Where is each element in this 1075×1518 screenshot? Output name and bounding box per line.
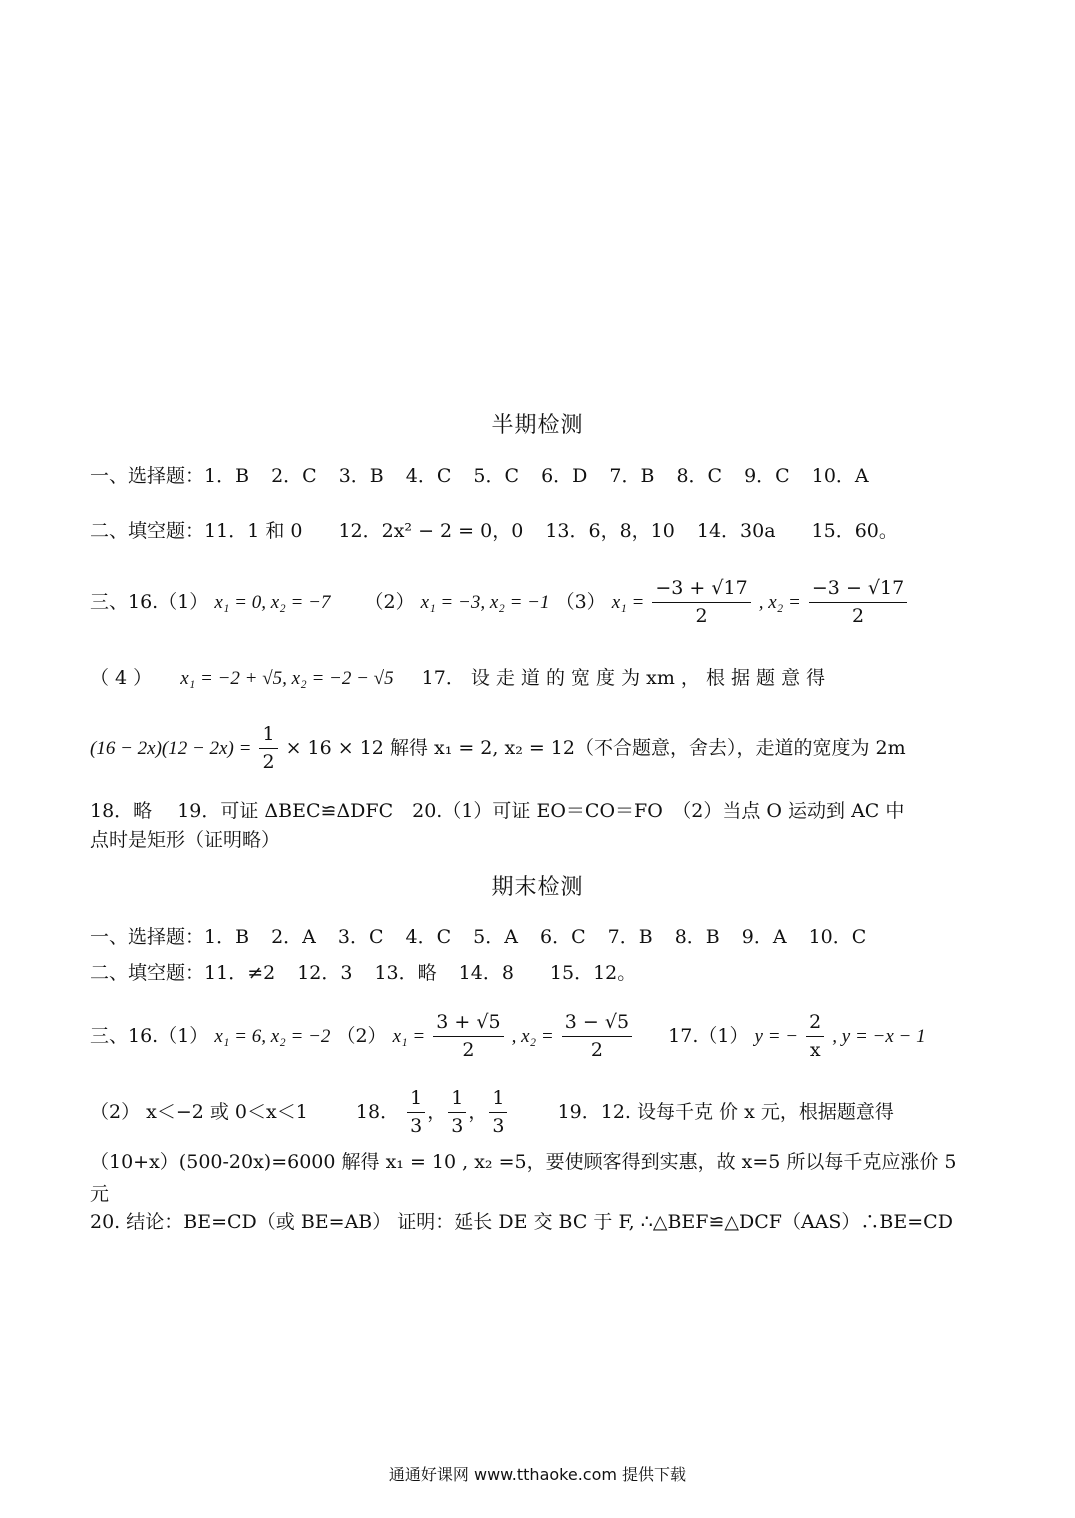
answer-item: 10．C xyxy=(808,926,867,948)
q16-label: 三、16.（1） xyxy=(90,1025,209,1047)
answer-item: 15．60。 xyxy=(811,520,898,542)
answer-item: 7．B xyxy=(607,926,653,948)
q16-part2-label: （2） xyxy=(336,1025,387,1047)
answer-item: 12．2x² − 2 = 0，0 xyxy=(338,520,524,542)
q16-part2-label: （2） xyxy=(364,591,415,613)
midterm-title: 半期检测 xyxy=(491,413,584,438)
q17-eq-left: (16 − 2x)(12 − 2x) = xyxy=(90,738,252,759)
answer-item: 9．C xyxy=(744,465,790,487)
q17-y1: y = − xyxy=(754,1026,799,1047)
fraction: $\frac{-3 - √17}{2}$ xyxy=(809,577,907,629)
answer-item: 15．12。 xyxy=(549,962,637,984)
answer-item: 4．C xyxy=(405,926,452,948)
answer-item: 5．C xyxy=(473,465,520,487)
answer-item: 14．30a xyxy=(696,520,776,542)
midterm-q16-4-line xyxy=(90,664,990,693)
q16-part1: x₁ = 0, x₂ = −7 xyxy=(214,592,331,613)
midterm-mc-label: 一、选择题： xyxy=(90,465,205,487)
answer-item: 6．D xyxy=(541,465,588,487)
answer-item: 6．C xyxy=(539,926,586,948)
final-q20: 20. 结论：BE=CD（或 BE=AB） 证明：延长 DE 交 BC 于 F, ∴△BEF≌△DCF（AAS）∴BE=CD xyxy=(90,1211,953,1233)
final-fill-label: 二、填空题： xyxy=(90,962,205,984)
final-title: 期末检测 xyxy=(491,875,584,900)
answer-item: 1．B xyxy=(204,465,250,487)
q18-label: 18． xyxy=(355,1101,400,1123)
midterm-q20-cont: 点时是矩形（证明略） xyxy=(90,829,281,851)
q17-eq-right: × 16 × 12 xyxy=(285,737,384,759)
midterm-fill-line xyxy=(90,517,990,545)
q17-text: 17． 设 走 道 的 宽 度 为 xm ， 根 据 题 意 得 xyxy=(421,667,826,689)
answer-item: 3．C xyxy=(337,926,384,948)
answer-item: 3．B xyxy=(338,465,384,487)
fraction: $\frac{1}{3}$ xyxy=(448,1087,466,1139)
fraction: $\frac{1}{3}$ xyxy=(407,1087,425,1139)
q16-part3-x2: , x₂ = xyxy=(758,592,801,613)
q16-part1: x₁ = 6, x₂ = −2 xyxy=(214,1026,331,1047)
answer-item: 11．≠2 xyxy=(204,962,276,984)
final-mc-label: 一、选择题： xyxy=(90,926,205,948)
q17-solution: 解得 x₁ = 2, x₂ = 12（不合题意，舍去），走道的宽度为 2m xyxy=(389,737,906,759)
q17-label: 17.（1） xyxy=(668,1025,749,1047)
fraction: $\frac{-3 + √17}{2}$ xyxy=(652,577,750,629)
answer-item: 2．C xyxy=(271,465,317,487)
final-q19-eq: （10+x）(500-20x)=6000 解得 x₁ = 10 , x₂ =5，要使顾客得到实惠，故 x=5 所以每千克应涨价 5 xyxy=(90,1151,957,1173)
answer-item: 5．A xyxy=(473,926,518,948)
answer-item: 13．6，8，10 xyxy=(545,520,675,542)
q17-part2: （2） x＜−2 或 0＜x＜1 xyxy=(90,1101,308,1123)
final-fill-line xyxy=(90,959,990,987)
answer-item: 13．略 xyxy=(374,962,437,984)
fraction: $\frac{1}{2}$ xyxy=(259,723,277,775)
q16-part3-x1: x₁ = xyxy=(611,592,645,613)
answer-item: 11．1 和 0 xyxy=(204,520,303,542)
q19-text: 19．12. 设每千克 价 x 元，根据题意得 xyxy=(557,1101,894,1123)
fraction: $\frac{3 + √5}{2}$ xyxy=(433,1011,503,1063)
final-q17-2-line: （2） x＜−2 或 0＜x＜1 18． $\frac{1}{3}$ ， $\frac{1}{3}$ ， $\frac{1}{3}$ 19．12. 设每千克 价 x 元，根据题意得 xyxy=(90,1087,894,1137)
answer-item: 9．A xyxy=(741,926,787,948)
answer-item: 12．3 xyxy=(297,962,353,984)
answer-item: 8．C xyxy=(676,465,723,487)
q16-part2: x₁ = −3, x₂ = −1 xyxy=(420,592,550,613)
midterm-q17-eq-line xyxy=(90,716,990,781)
midterm-q18-20-line: 18．略 19．可证 ΔBEC≌ΔDFC 20.（1）可证 EO＝CO＝FO （2）当点 O 运动到 AC 中 xyxy=(90,800,905,822)
answer-item: 14．8 xyxy=(458,962,514,984)
footer: 通通好课网 www.tthaoke.com 提供下载 xyxy=(388,1465,687,1484)
fraction: $\frac{2}{x}$ xyxy=(806,1011,824,1063)
answer-item: 10．A xyxy=(811,465,869,487)
q16-part2-x2: , x₂ = xyxy=(511,1026,554,1047)
answer-item: 4．C xyxy=(405,465,452,487)
q16-part4-label: （ 4 ） xyxy=(90,667,153,689)
answer-item: 1．B xyxy=(204,926,250,948)
q16-part4: x₁ = −2 + √5, x₂ = −2 − √5 xyxy=(180,668,394,689)
q16-part3-label: （3） xyxy=(555,591,606,613)
fraction: $\frac{3 - √5}{2}$ xyxy=(562,1011,632,1063)
final-q19-cont: 元 xyxy=(90,1183,110,1205)
midterm-mc-line xyxy=(90,462,990,490)
q16-label: 三、16.（1） xyxy=(90,591,209,613)
midterm-fill-label: 二、填空题： xyxy=(90,520,205,542)
final-mc-line xyxy=(90,923,990,951)
fraction: $\frac{1}{3}$ xyxy=(489,1087,507,1139)
final-q16-line xyxy=(90,1004,990,1069)
answer-item: 7．B xyxy=(609,465,655,487)
q16-part2-x1: x₁ = xyxy=(392,1026,426,1047)
answer-item: 8．B xyxy=(674,926,720,948)
q17-y2: , y = −x − 1 xyxy=(832,1026,926,1047)
midterm-q16-line xyxy=(90,570,990,635)
answer-item: 2．A xyxy=(271,926,316,948)
